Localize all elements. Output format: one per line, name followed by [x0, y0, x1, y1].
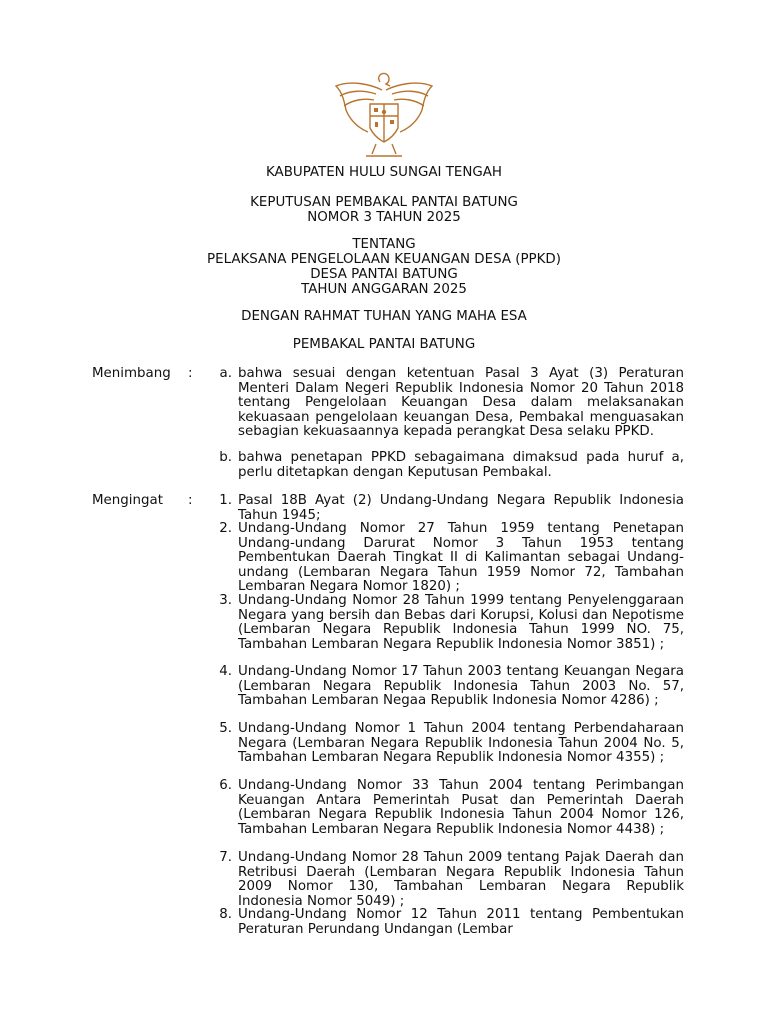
mengingat-item-5	[92, 722, 684, 766]
issuer-heading: PEMBAKAL PANTAI BATUNG	[292, 337, 476, 352]
item-text: bahwa sesuai dengan ketentuan Pasal 3 Ayat (3) Peraturan Menteri Dalam Negeri Republik Indonesia Nomor 20 Tahun 2018 tentang Pengelolaan Keuangan Desa dalam melaksanakan kekuasaan pengelolaan keuangan Desa, Pembakal menguasakan sebagian kekuasaannya kepada perangkat Desa selaku PPKD.	[238, 366, 684, 440]
item-marker: 8.	[219, 907, 232, 922]
mengingat-label: Mengingat	[92, 493, 163, 508]
menimbang-label: Menimbang	[92, 366, 171, 381]
menimbang-colon: :	[188, 366, 193, 381]
subject-line-1: PELAKSANA PENGELOLAAN KEUANGAN DESA (PPKD)	[207, 252, 561, 267]
item-text: Undang-Undang Nomor 17 Tahun 2003 tentang Keuangan Negara (Lembaran Negara Republik Indonesia Tahun 2003 No. 57, Tambahan Lembaran Negaa Republik Indonesia Nomor 4286) ;	[238, 664, 684, 709]
mengingat-item-4	[92, 665, 684, 709]
item-text: Undang-Undang Nomor 28 Tahun 2009 tentang Pajak Daerah dan Retribusi Daerah (Lembaran Negara Republik Indonesia Tahun 2009 Nomor 130, Tambahan Lembaran Negara Republik Indonesia Nomor 5049) ;	[238, 850, 684, 909]
tentang-heading: TENTANG	[352, 237, 416, 252]
decision-title: KEPUTUSAN PEMBAKAL PANTAI BATUNG	[250, 195, 518, 210]
menimbang-item-a	[92, 367, 684, 440]
mengingat-item-3	[92, 594, 684, 652]
mengingat-item-1	[92, 494, 684, 523]
item-text: Undang-Undang Nomor 27 Tahun 1959 tentang Penetapan Undang-undang Darurat Nomor 3 Tahun 1953 tentang Pembentukan Daerah Tingkat II di Kalimantan sebagai Undang-undang (Lembaran Negara Tahun 1959 Nomor 72, Tambahan Lembaran Negara Nomor 1820) ;	[238, 521, 684, 595]
mengingat-colon: :	[188, 493, 193, 508]
item-marker: b.	[219, 450, 232, 465]
mengingat-item-8	[92, 908, 684, 937]
item-marker: 3.	[219, 593, 232, 608]
item-marker: 5.	[219, 721, 232, 736]
mengingat-item-2	[92, 522, 684, 595]
subject-line-3: TAHUN ANGGARAN 2025	[301, 282, 467, 297]
item-marker: a.	[219, 366, 232, 381]
mengingat-item-7	[92, 851, 684, 909]
item-text: Undang-Undang Nomor 28 Tahun 1999 tentang Penyelenggaraan Negara yang bersih dan Bebas dari Korupsi, Kolusi dan Nepotisme (Lembaran Negara Republik Indonesia Tahun 1999 NO. 75, Tambahan Lembaran Negara Republik Indonesia Nomor 3851) ;	[238, 593, 684, 652]
decision-number: NOMOR 3 TAHUN 2025	[307, 210, 461, 225]
item-text: Undang-Undang Nomor 33 Tahun 2004 tentang Perimbangan Keuangan Antara Pemerintah Pusat dan Pemerintah Daerah (Lembaran Negara Republik Indonesia Tahun 2004 Nomor 126, Tambahan Lembaran Negara Republik Indonesia Nomor 4438) ;	[238, 778, 684, 837]
item-text: Undang-Undang Nomor 1 Tahun 2004 tentang Perbendaharaan Negara (Lembaran Negara Republik Indonesia Tahun 2004 No. 5, Tambahan Lembaran Negara Republik Indonesia Nomor 4355) ;	[238, 721, 684, 766]
item-marker: 4.	[219, 664, 232, 679]
mengingat-item-6	[92, 779, 684, 837]
item-marker: 2.	[219, 521, 232, 536]
regency-heading: KABUPATEN HULU SUNGAI TENGAH	[266, 165, 502, 180]
item-text: Undang-Undang Nomor 12 Tahun 2011 tentang Pembentukan Peraturan Perundang Undangan (Lembar	[238, 907, 684, 937]
item-text: bahwa penetapan PPKD sebagaimana dimaksud pada huruf a, perlu ditetapkan dengan Keputusan Pembakal.	[238, 450, 684, 480]
item-marker: 7.	[219, 850, 232, 865]
subject-line-2: DESA PANTAI BATUNG	[310, 267, 458, 282]
item-marker: 6.	[219, 778, 232, 793]
menimbang-item-b	[92, 451, 684, 480]
item-text: Pasal 18B Ayat (2) Undang-Undang Negara Republik Indonesia Tahun 1945;	[238, 493, 684, 523]
item-marker: 1.	[219, 493, 232, 508]
blessing-line: DENGAN RAHMAT TUHAN YANG MAHA ESA	[241, 309, 527, 324]
garuda-emblem-icon	[330, 70, 438, 160]
